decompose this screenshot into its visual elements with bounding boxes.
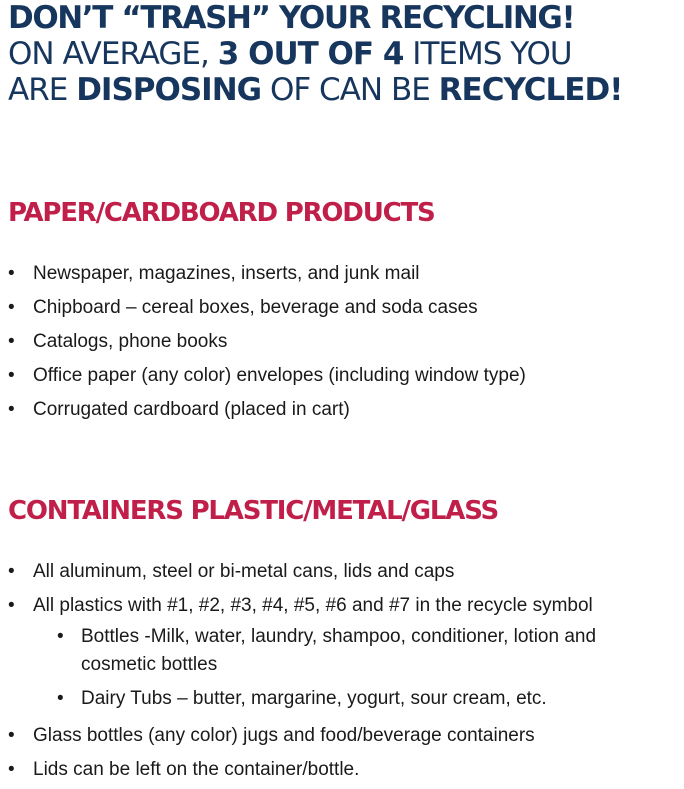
- bullet: •: [8, 725, 15, 746]
- headline-emphasis: DISPOSING: [76, 72, 262, 108]
- list-item-text: Bottles -Milk, water, laundry, shampoo, conditioner, lotion and cosmetic bottles: [81, 626, 597, 675]
- list-item: [0, 359, 684, 393]
- headline-text: ON AVERAGE,: [8, 36, 218, 72]
- sub-list-item: [0, 623, 671, 679]
- bullet: •: [57, 688, 64, 709]
- list-item-text: Newspaper, magazines, inserts, and junk mail: [33, 263, 420, 284]
- headline-subtitle-line2: [8, 72, 680, 108]
- bullet: •: [8, 561, 15, 582]
- list-item: [0, 291, 684, 325]
- list-item: [0, 753, 684, 787]
- bullet: •: [8, 595, 15, 616]
- bullet: •: [57, 626, 64, 647]
- headline-text: ITEMS YOU: [403, 36, 572, 72]
- bullet: •: [8, 759, 15, 780]
- bullet: •: [8, 399, 15, 420]
- bullet: •: [8, 331, 15, 352]
- list-item-text: Lids can be left on the container/bottle.: [33, 759, 360, 780]
- section-title-paper: PAPER/CARDBOARD PRODUCTS: [8, 198, 435, 228]
- list-item-text: All plastics with #1, #2, #3, #4, #5, #6 and #7 in the recycle symbol: [33, 595, 593, 616]
- bullet: •: [8, 365, 15, 386]
- headline-title: DON’T “TRASH” YOUR RECYCLING!: [8, 0, 575, 36]
- headline-emphasis: RECYCLED!: [438, 72, 623, 108]
- headline-text: ARE: [8, 72, 77, 108]
- list-item-text: All aluminum, steel or bi-metal cans, lids and caps: [33, 561, 455, 582]
- headline-subtitle-line1: [8, 36, 680, 72]
- bullet: •: [8, 263, 15, 284]
- list-item: [0, 257, 684, 291]
- headline-emphasis: 3 OUT OF 4: [217, 36, 404, 72]
- section-title-containers: CONTAINERS PLASTIC/METAL/GLASS: [8, 496, 499, 526]
- list-item: [0, 555, 684, 589]
- containers-items-list: [0, 555, 684, 787]
- paper-items-list: [0, 257, 684, 427]
- list-item-text: Chipboard – cereal boxes, beverage and soda cases: [33, 297, 478, 318]
- list-item-text: Catalogs, phone books: [33, 331, 228, 352]
- list-item: [0, 719, 684, 753]
- list-item-text: Corrugated cardboard (placed in cart): [33, 399, 350, 420]
- list-item: [0, 589, 684, 623]
- sub-list-item: [0, 685, 671, 713]
- headline-text: OF CAN BE: [261, 72, 439, 108]
- list-item: [0, 393, 684, 427]
- list-item-text: Dairy Tubs – butter, margarine, yogurt, sour cream, etc.: [81, 688, 547, 709]
- headline: [8, 0, 680, 108]
- list-item-text: Office paper (any color) envelopes (including window type): [33, 365, 526, 386]
- list-item: [0, 325, 684, 359]
- list-item-text: Glass bottles (any color) jugs and food/beverage containers: [33, 725, 535, 746]
- bullet: •: [8, 297, 15, 318]
